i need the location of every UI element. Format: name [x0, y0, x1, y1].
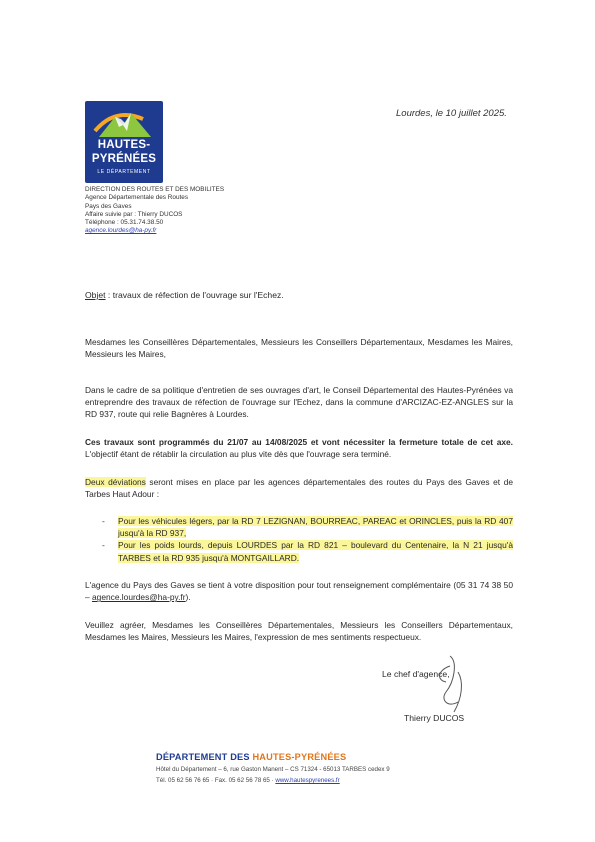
- contact-email-link[interactable]: agence.lourdes@ha-py.fr: [92, 592, 186, 603]
- sender-direction: DIRECTION DES ROUTES ET DES MOBILITES: [85, 186, 225, 193]
- sender-area: Pays des Gaves: [85, 202, 132, 210]
- footer-title: [156, 752, 346, 762]
- schedule-rest-text: L'objectif étant de rétablir la circulation au plus vite dès que l'ouvrage sera terminé.: [85, 449, 392, 460]
- signatory-title: Le chef d'agence,: [382, 669, 450, 679]
- subject-label: Objet: [85, 290, 106, 300]
- footer-tel: Tél. 05 62 56 76 65 · Fax. 05 62 56 78 65 ·: [156, 777, 276, 784]
- footer-title-a: DÉPARTEMENT DES: [156, 752, 253, 762]
- subject-text: : travaux de réfection de l'ouvrage sur l'Echez.: [105, 290, 284, 300]
- detour-heavy-vehicles: Pour les poids lourds, depuis LOURDES par la RD 821 – boulevard du Centenaire, la N 21 jusqu'à TARBES et la RD 935 jusqu'à MONTGAILLARD.: [118, 540, 513, 563]
- hautes-pyrenees-logo: [85, 101, 163, 183]
- contact-paragraph: [85, 579, 513, 603]
- schedule-bold-text: Ces travaux sont programmés du 21/07 au 14/08/2025 et vont nécessiter la fermeture totale de cet axe.: [85, 437, 513, 447]
- detour-paragraph: [85, 476, 513, 500]
- detour-list: [102, 515, 513, 564]
- sender-handler: Affaire suivie par : Thierry DUCOS: [85, 210, 183, 218]
- list-item: [102, 539, 513, 563]
- list-item: [102, 515, 513, 539]
- contact-text-a: L'agence du Pays des Gaves se tient à votre disposition pour tout renseignement complémentaire (05 31 74 38 50 –: [85, 580, 513, 603]
- footer-address: Hôtel du Département – 6, rue Gaston Manent – CS 71324 - 65013 TARBES cedex 9: [156, 766, 390, 773]
- dash-bullet-icon: -: [102, 516, 105, 526]
- footer-website-link[interactable]: www.hautespyrenees.fr: [275, 777, 340, 784]
- sender-phone: Téléphone : 05.31.74.38.50: [85, 219, 164, 227]
- handwritten-signature: [428, 652, 478, 716]
- schedule-paragraph: [85, 436, 513, 460]
- greeting-paragraph: Mesdames les Conseillères Départementales, Messieurs les Conseillers Départementaux, Mesdames les Maires, Messieurs les Maires,: [85, 337, 513, 360]
- contact-text-b: ).: [185, 592, 191, 603]
- dash-bullet-icon: -: [102, 540, 105, 551]
- sender-agency: Agence Départementale des Routes: [85, 194, 189, 202]
- logo-line-2: PYRÉNÉES: [91, 153, 157, 165]
- logo-line-3: LE DÉPARTEMENT: [97, 169, 151, 175]
- footer-title-b: HAUTES-PYRÉNÉES: [252, 752, 347, 762]
- signatory-name: Thierry DUCOS: [404, 713, 465, 723]
- sender-block: [85, 186, 224, 236]
- closing-paragraph: Veuillez agréer, Mesdames les Conseillères Départementales, Messieurs les Conseillers Départementaux, Mesdames les Maires, Messieurs les Maires, l'expression de mes sentiments respectueux.: [85, 620, 513, 643]
- logo-line-1: HAUTES-: [97, 139, 151, 151]
- detour-rest-text: seront mises en place par les agences départementales des routes du Pays des Gaves et de Tarbes Haut Adour :: [85, 477, 514, 500]
- detour-light-vehicles: Pour les véhicules légers, par la RD 7 LEZIGNAN, BOURREAC, PAREAC et ORINCLES, puis la RD 407 jusqu'à la RD 937,: [118, 516, 513, 539]
- detour-highlight: Deux déviations: [85, 477, 146, 487]
- subject-line: [85, 290, 284, 300]
- letter-date: Lourdes, le 10 juillet 2025.: [396, 108, 507, 119]
- footer-contact: [156, 777, 340, 784]
- intro-paragraph: Dans le cadre de sa politique d'entretien de ses ouvrages d'art, le Conseil Départemental des Hautes-Pyrénées va entreprendre des travaux de réfection de l'ouvrage sur l'Echez, dans la commune d'ARCIZAC-EZ-ANGLES sur la RD 937, route qui relie Bagnères à Lourdes.: [85, 385, 513, 420]
- sender-email-link[interactable]: agence.lourdes@ha-py.fr: [85, 227, 157, 235]
